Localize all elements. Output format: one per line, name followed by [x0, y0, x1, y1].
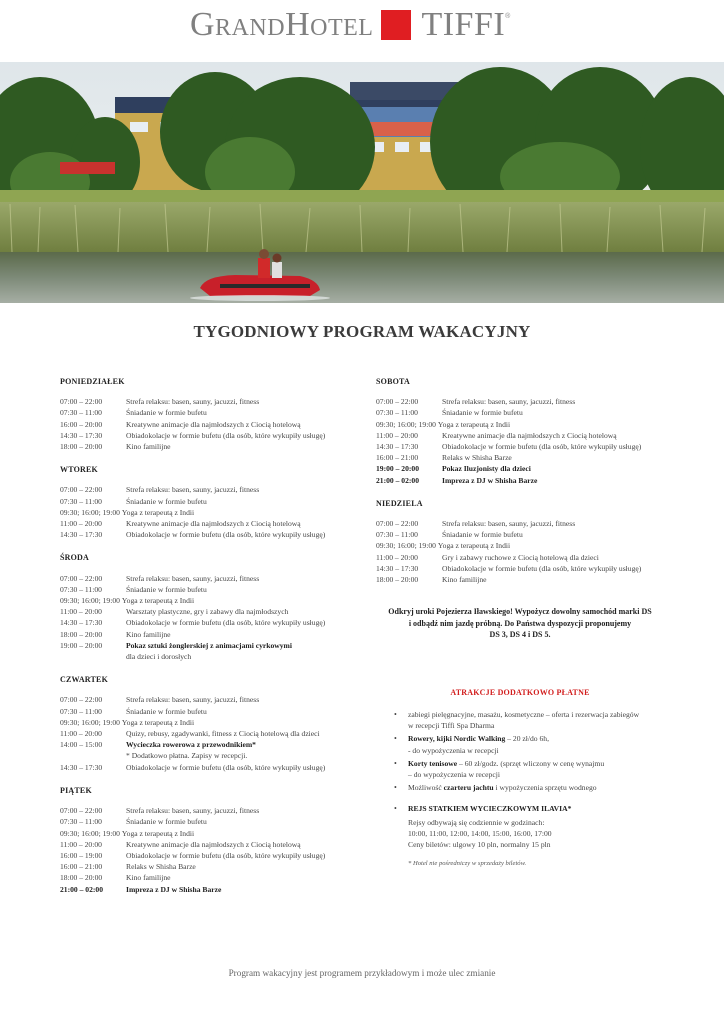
- schedule-time: 18:00 – 20:00: [60, 629, 103, 639]
- promo-line-3: DS 3, DS 4 i DS 5.: [489, 630, 551, 639]
- schedule-row: [60, 484, 380, 495]
- schedule-row: [60, 606, 380, 617]
- schedule-row: [60, 828, 380, 839]
- schedule-activity: Wycieczka rowerowa z przewodnikiem*: [126, 740, 256, 750]
- logo-grand: Grand: [190, 6, 286, 43]
- header: [0, 0, 724, 62]
- schedule-time: 16:00 – 20:00: [60, 419, 103, 429]
- schedule-row: [60, 694, 380, 705]
- schedule-row: [60, 507, 380, 518]
- schedule-time: 14:00 – 15:00: [60, 740, 103, 750]
- schedule-row: [60, 629, 380, 640]
- schedule-time: 14:30 – 17:30: [60, 618, 103, 628]
- schedule-row: [60, 573, 380, 584]
- schedule-activity: Strefa relaksu: basen, sauny, jacuzzi, fitness: [126, 485, 260, 495]
- extras-item-text: zabiegi pielęgnacyjne, masażu, kosmetyczne – oferta i rezerwacja zabiegów: [408, 710, 640, 719]
- schedule-time: 09:30; 16:00; 19:00: [376, 419, 436, 429]
- extras-item-bold: Korty tenisowe: [408, 758, 458, 768]
- schedule-activity: Strefa relaksu: basen, sauny, jacuzzi, fitness: [126, 695, 260, 705]
- day-heading-wtorek: WTOREK: [60, 465, 98, 475]
- logo-registered-mark: ®: [505, 13, 511, 20]
- day-heading-sobota: SOBOTA: [376, 377, 410, 386]
- schedule-time: 09:30; 16:00; 19:00: [60, 717, 120, 727]
- schedule-row: [60, 430, 380, 441]
- schedule-activity: Obiadokolacje w formie bufetu (dla osób, które wykupiły usługę): [126, 850, 326, 860]
- schedule-row: [60, 839, 380, 850]
- schedule-row: [376, 563, 676, 574]
- schedule-activity: Relaks w Shisha Barze: [442, 453, 512, 463]
- day-heading-środa: ŚRODA: [60, 553, 90, 563]
- schedule-row: [60, 529, 380, 540]
- schedule-row: [60, 617, 380, 628]
- schedule-activity: Śniadanie w formie bufetu: [126, 584, 207, 594]
- schedule-time: 14:30 – 17:30: [376, 442, 419, 452]
- promo-line-2: i odbądź nim jazdę próbną. Do Państwa dyspozycji proponujemy: [408, 618, 632, 628]
- schedule-row: [60, 595, 380, 606]
- schedule-activity: Obiadokolacje w formie bufetu (dla osób, które wykupiły usługę): [126, 618, 326, 628]
- schedule-activity: Yoga z terapeutą z Indii: [437, 541, 511, 551]
- schedule-time: 18:00 – 20:00: [60, 442, 103, 452]
- schedule-row: [60, 396, 380, 407]
- hero-photo-hotel-lake-jetski: [0, 62, 724, 303]
- day-schedule-piątek: [60, 805, 380, 895]
- schedule-activity: Strefa relaksu: basen, sauny, jacuzzi, fitness: [442, 397, 576, 407]
- ds-promo-text: [370, 606, 670, 641]
- schedule-row: [376, 407, 676, 418]
- schedule-time: 07:30 – 11:00: [60, 408, 102, 418]
- schedule-row: [60, 407, 380, 418]
- schedule-time: 07:00 – 22:00: [60, 397, 103, 407]
- schedule-activity: Obiadokolacje w formie bufetu (dla osób, które wykupiły usługę): [126, 430, 326, 440]
- schedule-activity: Śniadanie w formie bufetu: [126, 706, 207, 716]
- extras-item-yacht: [394, 782, 684, 793]
- schedule-row: [376, 463, 676, 474]
- cruise-details: [394, 817, 684, 851]
- schedule-row: [376, 475, 676, 486]
- schedule-time: 11:00 – 20:00: [376, 552, 418, 562]
- day-heading-czwartek: CZWARTEK: [60, 675, 108, 685]
- schedule-time: 21:00 – 02:00: [60, 884, 104, 894]
- schedule-row: [60, 640, 380, 651]
- page-title: TYGODNIOWY PROGRAM WAKACYJNY: [193, 322, 531, 341]
- extras-item-bold: Rowery, kijki Nordic Walking: [408, 734, 506, 744]
- extras-list: [394, 709, 684, 869]
- schedule-time: 07:00 – 22:00: [376, 397, 419, 407]
- schedule-row: [376, 518, 676, 529]
- schedule-time: 11:00 – 20:00: [60, 729, 102, 739]
- ticket-note: * Hotel nie pośredniczy w sprzedaży biletów.: [408, 860, 527, 868]
- schedule-time: 11:00 – 20:00: [60, 839, 102, 849]
- extras-item-cont: - do wypożyczenia w recepcji: [408, 745, 499, 755]
- schedule-time: 14:30 – 17:30: [60, 530, 103, 540]
- schedule-time: 18:00 – 20:00: [60, 873, 103, 883]
- schedule-left-column: [60, 376, 380, 907]
- schedule-activity: Kreatywne animacje dla najmłodszych z Ciocią hotelową: [126, 419, 301, 429]
- schedule-activity: Śniadanie w formie bufetu: [126, 496, 207, 506]
- schedule-row: [60, 884, 380, 895]
- day-heading-piątek: PIĄTEK: [60, 785, 92, 795]
- day-schedule-czwartek: [60, 694, 380, 772]
- schedule-row: [60, 518, 380, 529]
- schedule-time: 07:00 – 22:00: [376, 519, 419, 529]
- cruise-title: REJS STATKIEM WYCIECZKOWYM ILAVIA*: [408, 804, 572, 814]
- bullet-icon: •: [394, 710, 397, 719]
- schedule-activity: Yoga z terapeutą z Indii: [437, 419, 511, 429]
- schedule-activity: Strefa relaksu: basen, sauny, jacuzzi, fitness: [126, 397, 260, 407]
- bullet-icon: •: [394, 734, 397, 744]
- schedule-time: 07:00 – 22:00: [60, 806, 103, 816]
- schedule-activity: Strefa relaksu: basen, sauny, jacuzzi, fitness: [126, 573, 260, 583]
- schedule-row: [376, 552, 676, 563]
- schedule-row: [60, 816, 380, 827]
- schedule-row: [60, 496, 380, 507]
- extras-item-text-2: i wypożyczenia sprzętu wodnego: [493, 783, 597, 793]
- schedule-activity: Kino familijne: [442, 575, 487, 585]
- day-schedule-wtorek: [60, 484, 380, 540]
- logo-hotel: Hotel: [285, 6, 374, 43]
- extras-item-spa: [394, 709, 684, 731]
- schedule-time: 09:30; 16:00; 19:00: [60, 828, 120, 838]
- schedule-time: 11:00 – 20:00: [60, 519, 102, 529]
- schedule-row: [376, 419, 676, 430]
- schedule-row: [376, 452, 676, 463]
- schedule-row: [60, 706, 380, 717]
- bullet-icon: •: [394, 783, 397, 793]
- schedule-activity: Yoga z terapeutą z Indii: [121, 507, 195, 517]
- cruise-line: 10:00, 11:00, 12:00, 14:00, 15:00, 16:00, 17:00: [408, 828, 552, 838]
- schedule-activity: Impreza z DJ w Shisha Barze: [126, 884, 222, 894]
- extras-item-cruise: [394, 803, 684, 814]
- schedule-activity: Yoga z terapeutą z Indii: [121, 596, 195, 606]
- schedule-time: 16:00 – 19:00: [60, 850, 103, 860]
- schedule-activity: Quizy, rebusy, zgadywanki, fitness z Ciocią hotelową dla dzieci: [126, 729, 320, 739]
- schedule-row: [376, 574, 676, 585]
- logo-tiffi: TIFFI: [421, 6, 506, 43]
- day-schedule-niedziela: [376, 518, 676, 585]
- schedule-activity: Kino familijne: [126, 442, 171, 452]
- schedule-activity: Obiadokolacje w formie bufetu (dla osób, które wykupiły usługę): [442, 563, 642, 573]
- schedule-row: [60, 717, 380, 728]
- schedule-activity: Obiadokolacje w formie bufetu (dla osób, które wykupiły usługę): [442, 442, 642, 452]
- day-schedule-sobota: [376, 396, 676, 486]
- schedule-time: 14:30 – 17:30: [60, 430, 103, 440]
- schedule-time: 14:30 – 17:30: [60, 762, 103, 772]
- schedule-time: 09:30; 16:00; 19:00: [376, 541, 436, 551]
- schedule-time: 07:30 – 11:00: [60, 706, 102, 716]
- promo-line-1: Odkryj uroki Pojezierza Iławskiego! Wypożycz dowolny samochód marki DS: [388, 607, 652, 616]
- schedule-time: 07:00 – 22:00: [60, 485, 103, 495]
- day-heading-niedziela: NIEDZIELA: [376, 498, 423, 508]
- schedule-time: 07:30 – 11:00: [60, 496, 102, 506]
- schedule-row: [60, 850, 380, 861]
- schedule-row: [60, 739, 380, 750]
- footer-disclaimer: Program wakacyjny jest programem przykładowym i może ulec zmianie: [228, 968, 496, 978]
- schedule-row: [60, 872, 380, 883]
- schedule-time: 07:00 – 22:00: [60, 695, 103, 705]
- schedule-time: 07:00 – 22:00: [60, 573, 103, 583]
- logo-red-square: [381, 10, 411, 40]
- schedule-activity-note: * Dodatkowo płatna. Zapisy w recepcji.: [126, 751, 248, 761]
- schedule-time: 07:30 – 11:00: [376, 408, 418, 418]
- bullet-icon: •: [394, 804, 397, 814]
- schedule-time: 19:00 – 20:00: [376, 464, 420, 474]
- cruise-line: Rejsy odbywają się codziennie w godzinach:: [408, 817, 545, 827]
- schedule-row: [376, 441, 676, 452]
- extras-heading: ATRAKCJE DODATKOWO PŁATNE: [450, 688, 590, 697]
- schedule-activity-note: dla dzieci i dorosłych: [126, 652, 192, 662]
- schedule-time: 16:00 – 21:00: [376, 453, 419, 463]
- extras-item-bikes: [394, 733, 684, 755]
- schedule-row: [60, 762, 380, 773]
- schedule-time: 11:00 – 20:00: [60, 607, 102, 617]
- schedule-activity: Obiadokolacje w formie bufetu (dla osób, które wykupiły usługę): [126, 762, 326, 772]
- schedule-row: [376, 540, 676, 551]
- schedule-time: 21:00 – 02:00: [376, 475, 420, 485]
- schedule-activity: Strefa relaksu: basen, sauny, jacuzzi, fitness: [442, 519, 576, 529]
- schedule-time: 07:30 – 11:00: [60, 817, 102, 827]
- schedule-activity: Obiadokolacje w formie bufetu (dla osób, które wykupiły usługę): [126, 530, 326, 540]
- extras-item-bold: czarteru jachtu: [443, 783, 494, 793]
- schedule-time: 19:00 – 20:00: [60, 640, 103, 650]
- schedule-right-column: [376, 376, 676, 597]
- schedule-row: [376, 529, 676, 540]
- schedule-time: 07:30 – 11:00: [376, 530, 418, 540]
- schedule-activity: Pokaz Iluzjonisty dla dzieci: [442, 464, 531, 474]
- schedule-activity: Śniadanie w formie bufetu: [442, 408, 523, 418]
- schedule-row: [60, 441, 380, 452]
- cruise-line: Ceny biletów: ulgowy 10 pln, normalny 15 pln: [408, 840, 551, 850]
- extras-item-text: Możliwość: [408, 783, 444, 793]
- schedule-time: 14:30 – 17:30: [376, 563, 419, 573]
- schedule-activity: Relaks w Shisha Barze: [126, 862, 196, 872]
- extras-item-cont: – do wypożyczenia w recepcji: [408, 770, 500, 780]
- schedule-time: 11:00 – 20:00: [376, 430, 418, 440]
- schedule-row: [60, 728, 380, 739]
- bullet-icon: •: [394, 758, 397, 768]
- extras-item-text: – 20 zł/do 6h,: [505, 734, 549, 744]
- schedule-row: [60, 419, 380, 430]
- schedule-activity: Śniadanie w formie bufetu: [126, 408, 207, 418]
- schedule-row: [60, 584, 380, 595]
- schedule-time: 09:30; 16:00; 19:00: [60, 507, 120, 517]
- schedule-activity: Kreatywne animacje dla najmłodszych z Ciocią hotelową: [126, 519, 301, 529]
- schedule-activity: Warsztaty plastyczne, gry i zabawy dla najmłodszych: [126, 607, 289, 617]
- schedule-activity: Gry i zabawy ruchowe z Ciocią hotelową dla dzieci: [442, 552, 599, 562]
- schedule-row: [376, 396, 676, 407]
- schedule-activity: Yoga z terapeutą z Indii: [121, 717, 195, 727]
- schedule-activity: Kino familijne: [126, 629, 171, 639]
- schedule-activity: Strefa relaksu: basen, sauny, jacuzzi, fitness: [126, 806, 260, 816]
- schedule-time: 16:00 – 21:00: [60, 862, 103, 872]
- schedule-time: 18:00 – 20:00: [376, 575, 419, 585]
- schedule-activity: Pokaz sztuki żonglerskiej z animacjami cyrkowymi: [126, 640, 292, 650]
- schedule-activity: Impreza z DJ w Shisha Barze: [442, 475, 538, 485]
- schedule-activity: Yoga z terapeutą z Indii: [121, 828, 195, 838]
- extras-item-tennis: [394, 758, 684, 780]
- schedule-time: 07:30 – 11:00: [60, 584, 102, 594]
- schedule-activity: Kreatywne animacje dla najmłodszych z Ciocią hotelową: [442, 430, 617, 440]
- schedule-row: [60, 805, 380, 816]
- schedule-row: [376, 430, 676, 441]
- day-schedule-środa: [60, 573, 380, 663]
- hotel-logo[interactable]: [190, 7, 510, 43]
- schedule-activity: Kino familijne: [126, 873, 171, 883]
- extras-item-text: – 60 zł/godz. (sprzęt wliczony w cenę wynajmu: [457, 758, 605, 768]
- schedule-activity: Kreatywne animacje dla najmłodszych z Ciocią hotelową: [126, 839, 301, 849]
- schedule-row: [60, 861, 380, 872]
- day-heading-poniedziałek: PONIEDZIAŁEK: [60, 377, 125, 386]
- schedule-activity: Śniadanie w formie bufetu: [442, 530, 523, 540]
- schedule-time: 09:30; 16:00; 19:00: [60, 596, 120, 606]
- schedule-activity: Śniadanie w formie bufetu: [126, 817, 207, 827]
- extras-item-cont: w recepcji Tiffi Spa Dharma: [408, 721, 495, 731]
- day-schedule-poniedziałek: [60, 396, 380, 452]
